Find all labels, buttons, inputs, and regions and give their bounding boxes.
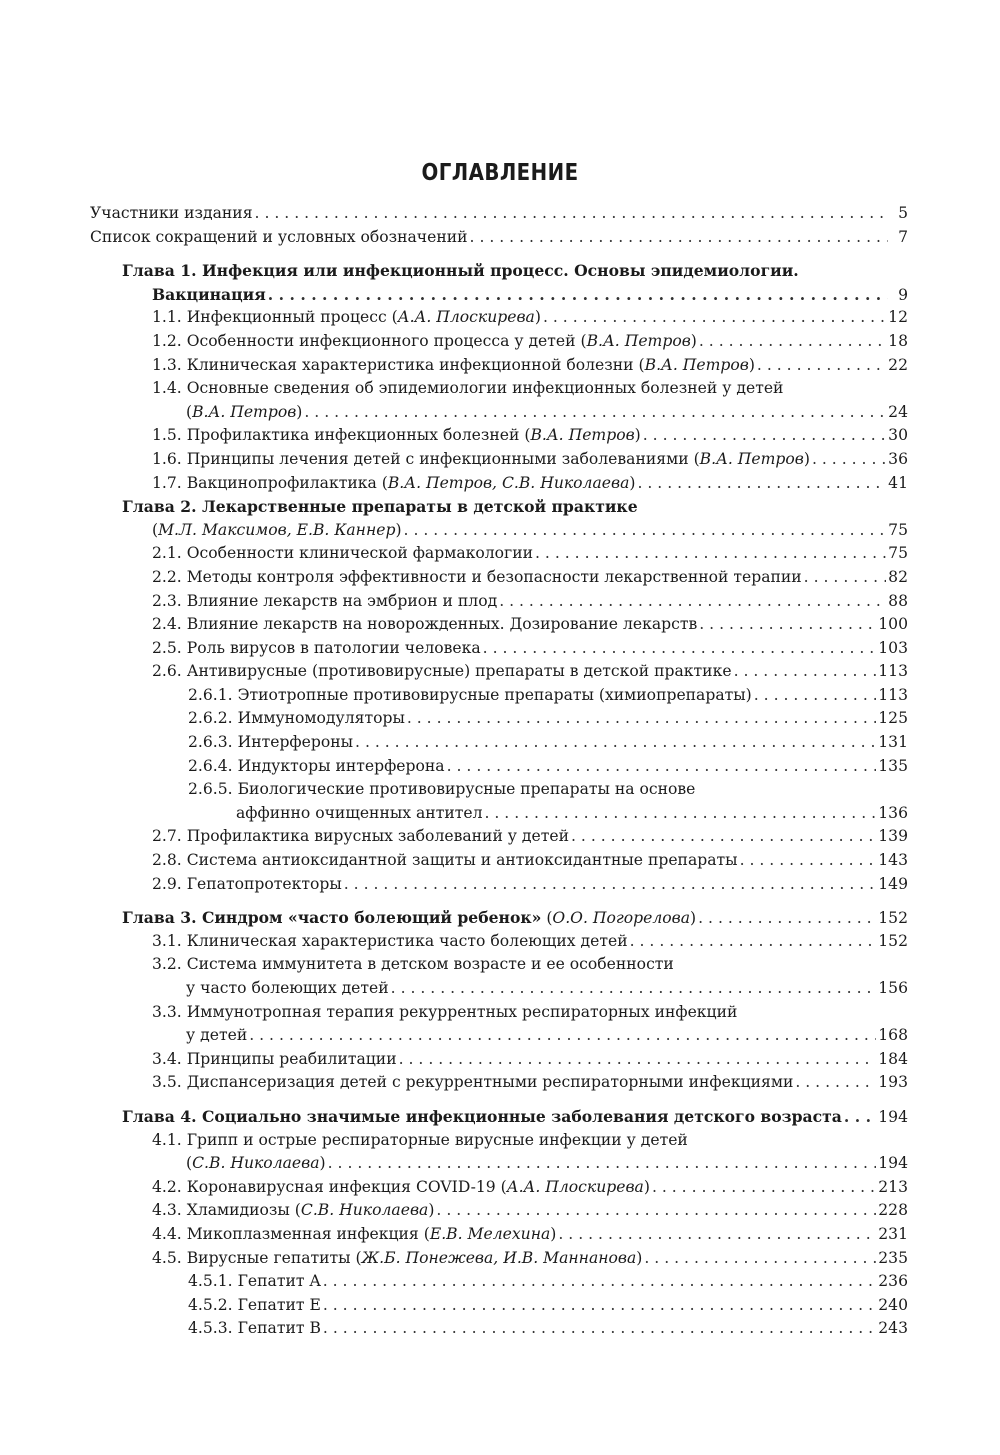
toc-entry-title <box>188 1270 321 1294</box>
dot-leader <box>249 1024 876 1048</box>
toc-entry-text: Вакцинация <box>152 284 266 304</box>
dot-leader <box>698 907 876 931</box>
toc-entry-text: 2.8. Система антиоксидантной защиты и антиоксидантные препараты <box>152 851 738 870</box>
toc-entry-text: 2.7. Профилактика вирусных заболеваний у детей <box>152 827 570 846</box>
dot-leader <box>323 1270 877 1294</box>
toc-entry-text: ( <box>152 520 159 539</box>
toc-entry-text: 3.3. Иммунотропная терапия рекуррентных респираторных инфекций <box>152 1002 738 1021</box>
toc-entry <box>90 1001 908 1025</box>
page-number: 213 <box>878 1177 908 1196</box>
toc-entry-text: 3.1. Клиническая характеристика часто болеющих детей <box>152 931 628 950</box>
page-number: 82 <box>888 567 908 586</box>
toc-entry-title <box>152 542 533 566</box>
toc-entry-text: ) <box>634 426 641 445</box>
dot-leader <box>643 424 886 448</box>
toc-entry-text: ( <box>186 1154 193 1173</box>
toc-entry <box>90 1199 908 1223</box>
toc-entry-title <box>188 755 445 779</box>
page-number: 131 <box>878 733 908 752</box>
page-number: 152 <box>878 931 908 950</box>
toc-entry-text: 2.9. Гепатопротекторы <box>152 874 342 893</box>
toc-entry-text: В.А. Петров <box>192 402 297 421</box>
toc-entry <box>90 202 908 226</box>
dot-leader <box>470 226 888 250</box>
toc-entry <box>90 1048 908 1072</box>
toc-entry-text: аффинно очищенных антител <box>236 803 483 822</box>
toc-entry-title <box>152 1176 650 1200</box>
toc-entry <box>90 755 908 779</box>
toc-entry-text: ) <box>803 449 810 468</box>
toc-entry-text: В.А. Петров <box>644 355 749 374</box>
section-gap <box>90 896 908 906</box>
toc-entry-text: Е.В. Мелехина <box>429 1224 551 1243</box>
page-number: 231 <box>878 1224 908 1243</box>
toc-entry <box>90 519 908 543</box>
toc-entry-text: Глава 2. Лекарственные препараты в детской практике <box>122 497 638 517</box>
toc-entry <box>90 283 908 307</box>
dot-leader <box>499 590 886 614</box>
page-number: 36 <box>888 449 908 468</box>
page-number: 184 <box>878 1049 908 1068</box>
dot-leader <box>304 401 886 425</box>
toc-entry-title <box>152 1129 688 1153</box>
page-number: 5 <box>898 204 908 222</box>
toc-entry-title <box>152 660 732 684</box>
toc-entry <box>90 542 908 566</box>
page-number: 143 <box>878 851 908 870</box>
toc-entry-title <box>90 226 468 250</box>
toc-entry-title <box>152 377 783 401</box>
toc-entry <box>90 424 908 448</box>
toc-entry-title <box>152 519 402 543</box>
toc-entry-text: ) <box>550 1224 557 1243</box>
toc-entry-title <box>152 306 541 330</box>
toc-entry-title <box>152 953 674 977</box>
toc-entry <box>90 401 908 425</box>
toc-entry-text: ( <box>186 402 193 421</box>
page-number: 22 <box>888 355 908 374</box>
section-gap <box>90 249 908 259</box>
toc-entry-title <box>152 590 497 614</box>
dot-leader <box>436 1199 876 1223</box>
page-number: 194 <box>878 1154 908 1173</box>
dot-leader <box>447 755 877 779</box>
dot-leader <box>740 849 877 873</box>
toc-entry-title <box>152 825 569 849</box>
toc-entry-title <box>188 731 353 755</box>
toc-entry-title <box>152 1199 434 1223</box>
dot-leader <box>652 1176 876 1200</box>
toc-entry-text: 1.2. Особенности инфекционного процесса у детей ( <box>152 331 587 350</box>
toc-entry-text: А.А. Плоскирева <box>506 1177 644 1196</box>
page-number: 24 <box>888 402 908 421</box>
toc-entry <box>90 684 908 708</box>
dot-leader <box>255 202 888 226</box>
toc-entry-text: ) <box>319 1154 326 1173</box>
toc-entry <box>90 566 908 590</box>
toc-entry-text: 1.6. Принципы лечения детей с инфекционными заболеваниями ( <box>152 449 700 468</box>
toc-entry-text: 1.5. Профилактика инфекционных болезней ( <box>152 426 531 445</box>
toc-entry <box>90 306 908 330</box>
toc-entry-text: В.А. Петров <box>530 426 635 445</box>
page-number: 193 <box>878 1073 908 1092</box>
toc-entry-text: В.А. Петров, С.В. Николаева <box>387 473 630 492</box>
toc-entry-text: Список сокращений и условных обозначений <box>90 227 468 246</box>
toc-entry-text: ) <box>629 473 636 492</box>
toc-entry-text: В.А. Петров <box>586 331 691 350</box>
toc-entry <box>90 590 908 614</box>
page-number: 236 <box>878 1272 908 1291</box>
toc-entry-text: 2.6.4. Индукторы интерферона <box>188 756 445 775</box>
toc-entry-text: 1.3. Клиническая характеристика инфекционной болезни ( <box>152 355 645 374</box>
dot-leader <box>571 825 876 849</box>
toc-entry-text: 2.5. Роль вирусов в патологии человека <box>152 638 481 657</box>
toc-entry-title <box>188 1317 321 1341</box>
toc-entry-text: 4.3. Хламидиозы ( <box>152 1201 301 1220</box>
dot-leader <box>355 731 876 755</box>
page-number: 149 <box>878 874 908 893</box>
toc-entry <box>90 1176 908 1200</box>
toc-entry <box>90 953 908 977</box>
toc-entry-text: 4.5. Вирусные гепатиты ( <box>152 1248 362 1267</box>
page-title: ОГЛАВЛЕНИЕ <box>421 160 579 186</box>
toc-entry-title <box>152 330 697 354</box>
toc-entry-title <box>186 401 302 425</box>
toc-entry <box>90 849 908 873</box>
dot-leader <box>268 283 888 307</box>
toc-entry-text: 2.4. Влияние лекарств на новорожденных. Дозирование лекарств <box>152 615 698 634</box>
page-number: 194 <box>878 1107 908 1126</box>
toc-entry-text: 2.6.2. Иммуномодуляторы <box>188 709 405 728</box>
page-number: 88 <box>888 591 908 610</box>
toc-entry <box>90 977 908 1001</box>
toc-entry-text: Ж.Б. Понежева, И.В. Маннанова <box>361 1248 637 1267</box>
toc-entry-text: О.О. Погорелова <box>552 909 691 928</box>
toc-entry-title <box>188 707 405 731</box>
page-number: 240 <box>878 1295 908 1314</box>
toc-entry-text: 3.4. Принципы реабилитации <box>152 1049 397 1068</box>
page-number: 9 <box>898 285 908 304</box>
toc-entry-text: 4.5.1. Гепатит A <box>188 1272 321 1291</box>
dot-leader <box>757 354 886 378</box>
toc-entry-title <box>122 906 696 931</box>
toc-entry <box>90 472 908 496</box>
toc-entry <box>90 930 908 954</box>
toc-entry-title <box>186 977 389 1001</box>
toc-entry <box>90 377 908 401</box>
toc-entry <box>90 825 908 849</box>
dot-leader <box>754 684 876 708</box>
toc-entry-title <box>90 202 253 226</box>
toc-entry-text: ) <box>690 331 697 350</box>
page-number: 100 <box>878 615 908 634</box>
page-number: 139 <box>878 827 908 846</box>
toc-entry-text: 1.7. Вакцинопрофилактика ( <box>152 473 388 492</box>
toc-entry-text: ) <box>395 520 402 539</box>
dot-leader <box>699 613 876 637</box>
page-number: 243 <box>878 1319 908 1338</box>
page-number: 75 <box>888 544 908 563</box>
toc-entry-title <box>152 930 628 954</box>
toc-entry-title <box>152 1048 397 1072</box>
toc-entry <box>90 613 908 637</box>
dot-leader <box>637 472 886 496</box>
page-number: 7 <box>898 227 908 246</box>
toc-entry <box>90 1317 908 1341</box>
page-number: 156 <box>878 979 908 997</box>
toc-entry-text: 2.6. Антивирусные (противовирусные) препараты в детской практике <box>152 662 732 681</box>
toc-entry-title <box>152 613 697 637</box>
toc-entry-text: ) <box>534 308 541 327</box>
toc-entry <box>90 1071 908 1095</box>
toc-entry-title <box>122 495 638 519</box>
toc-entry <box>90 1294 908 1318</box>
page-number: 168 <box>878 1026 908 1045</box>
toc-entry-text: 2.2. Методы контроля эффективности и безопасности лекарственной терапии <box>152 567 802 586</box>
toc-entry <box>90 707 908 731</box>
toc-entry-text: 4.5.2. Гепатит E <box>188 1295 321 1314</box>
toc-entry <box>90 1270 908 1294</box>
toc-entry-text: ) <box>643 1177 650 1196</box>
toc-entry <box>90 1247 908 1271</box>
toc-entry-text: Глава 4. Социально значимые инфекционные заболевания детского возраста <box>122 1106 842 1126</box>
toc-entry-title <box>152 1071 793 1095</box>
toc-entry-text: М.Л. Максимов, Е.В. Каннер <box>158 520 396 539</box>
toc-entry-text: у часто болеющих детей <box>186 979 389 997</box>
page-number: 113 <box>878 685 908 704</box>
toc-entry <box>90 1024 908 1048</box>
toc-entry-text: 4.2. Коронавирусная инфекция COVID-19 ( <box>152 1177 507 1196</box>
toc-entry <box>90 259 908 283</box>
page-number: 113 <box>878 662 908 681</box>
toc-entry-text: у детей <box>186 1026 248 1045</box>
page-number: 41 <box>888 473 908 492</box>
toc-entry-text: ) <box>636 1248 643 1267</box>
toc-entry-title <box>152 1001 737 1025</box>
section-gap <box>90 1095 908 1105</box>
toc-entry-text: С.В. Николаева <box>192 1154 320 1173</box>
toc-entry <box>90 778 908 802</box>
page-number: 136 <box>878 803 908 822</box>
toc-entry-title <box>152 873 342 897</box>
toc-entry-text: ) <box>296 402 303 421</box>
toc-entry-text: 1.4. Основные сведения об эпидемиологии инфекционных болезней у детей <box>152 379 784 398</box>
toc-entry-text: 3.5. Диспансеризация детей с рекуррентными респираторными инфекциями <box>152 1073 794 1092</box>
dot-leader <box>328 1152 877 1176</box>
dot-leader <box>404 519 887 543</box>
toc-entry-text: 2.6.3. Интерфероны <box>188 733 354 752</box>
toc-entry <box>90 1105 908 1129</box>
toc-entry-text: ( <box>541 909 553 928</box>
page-number: 30 <box>888 426 908 445</box>
page-number: 235 <box>878 1248 908 1267</box>
page-number: 103 <box>878 638 908 657</box>
dot-leader <box>535 542 886 566</box>
page-number: 152 <box>878 909 908 928</box>
dot-leader <box>734 660 877 684</box>
toc-entry-title <box>152 1247 642 1271</box>
toc-entry-title <box>152 424 641 448</box>
toc-entry-text: 4.4. Микоплазменная инфекция ( <box>152 1224 430 1243</box>
toc-entry-text: 4.1. Грипп и острые респираторные вирусные инфекции у детей <box>152 1130 688 1149</box>
toc-entry-text: 4.5.3. Гепатит B <box>188 1319 321 1338</box>
dot-leader <box>407 707 876 731</box>
page-number: 135 <box>878 756 908 775</box>
toc-entry-title <box>152 566 802 590</box>
dot-leader <box>804 566 886 590</box>
toc-entry <box>90 1152 908 1176</box>
toc-entry <box>90 330 908 354</box>
toc-entry-title <box>236 802 482 826</box>
dot-leader <box>543 306 886 330</box>
dot-leader <box>699 330 886 354</box>
toc-entry-text: 2.6.1. Этиотропные противовирусные препараты (химиопрепараты) <box>188 685 752 704</box>
toc-entry-text: ) <box>690 909 697 928</box>
toc-entry <box>90 802 908 826</box>
toc-entry <box>90 1129 908 1153</box>
dot-leader <box>644 1247 876 1271</box>
page-number: 228 <box>878 1201 908 1220</box>
dot-leader <box>483 637 877 661</box>
toc-entry-text: 2.3. Влияние лекарств на эмбрион и плод <box>152 591 498 610</box>
page-number: 125 <box>878 709 908 728</box>
toc-entry-title <box>186 1024 247 1048</box>
toc-entry-text: 2.6.5. Биологические противовирусные препараты на основе <box>188 780 696 799</box>
toc-entry-text: Глава 3. Синдром «часто болеющий ребенок» <box>122 908 542 928</box>
toc-entry-text: Глава 1. Инфекция или инфекционный процесс. Основы эпидемиологии. <box>122 261 799 281</box>
toc-entry <box>90 660 908 684</box>
toc-entry-text: 2.1. Особенности клинической фармакологии <box>152 544 534 563</box>
toc-entry-title <box>188 778 695 802</box>
toc-entry-title <box>188 684 752 708</box>
toc-entry-title <box>152 354 755 378</box>
toc-entry-text: ) <box>748 355 755 374</box>
dot-leader <box>344 873 876 897</box>
toc-entry-title <box>152 472 635 496</box>
toc-entry-title <box>152 849 738 873</box>
toc-entry-text: 3.2. Система иммунитета в детском возрасте и ее особенности <box>152 955 674 974</box>
toc-entry-text: ) <box>428 1201 435 1220</box>
toc-entry-text: Участники издания <box>90 204 253 222</box>
dot-leader <box>812 448 886 472</box>
toc-entry-title <box>122 1105 842 1129</box>
toc-entry <box>90 226 908 250</box>
dot-leader <box>558 1223 876 1247</box>
toc-entry-title <box>188 1294 321 1318</box>
dot-leader <box>391 977 877 1001</box>
toc-entry <box>90 1223 908 1247</box>
toc-entry <box>90 873 908 897</box>
toc-entry-title <box>122 259 799 283</box>
page-number: 12 <box>888 308 908 327</box>
toc-entry <box>90 906 908 930</box>
toc-entry <box>90 495 908 519</box>
toc-entry-title <box>152 283 266 307</box>
page-number: 75 <box>888 520 908 539</box>
toc-entry <box>90 731 908 755</box>
dot-leader <box>630 930 877 954</box>
toc-entry-title <box>152 637 481 661</box>
toc-entry <box>90 354 908 378</box>
toc-entry-title <box>152 1223 556 1247</box>
toc-entry-title <box>152 448 810 472</box>
toc-entry-text: 1.1. Инфекционный процесс ( <box>152 308 398 327</box>
table-of-contents <box>90 202 908 1341</box>
toc-entry-text: А.А. Плоскирева <box>397 308 535 327</box>
dot-leader <box>844 1105 876 1129</box>
dot-leader <box>399 1048 877 1072</box>
dot-leader <box>795 1071 876 1095</box>
dot-leader <box>323 1294 876 1318</box>
toc-entry <box>90 637 908 661</box>
dot-leader <box>484 802 876 826</box>
dot-leader <box>323 1317 876 1341</box>
toc-entry-text: В.А. Петров <box>699 449 804 468</box>
toc-entry <box>90 448 908 472</box>
toc-entry-text: С.В. Николаева <box>300 1201 429 1220</box>
page-number: 18 <box>888 331 908 350</box>
toc-entry-title <box>186 1152 326 1176</box>
